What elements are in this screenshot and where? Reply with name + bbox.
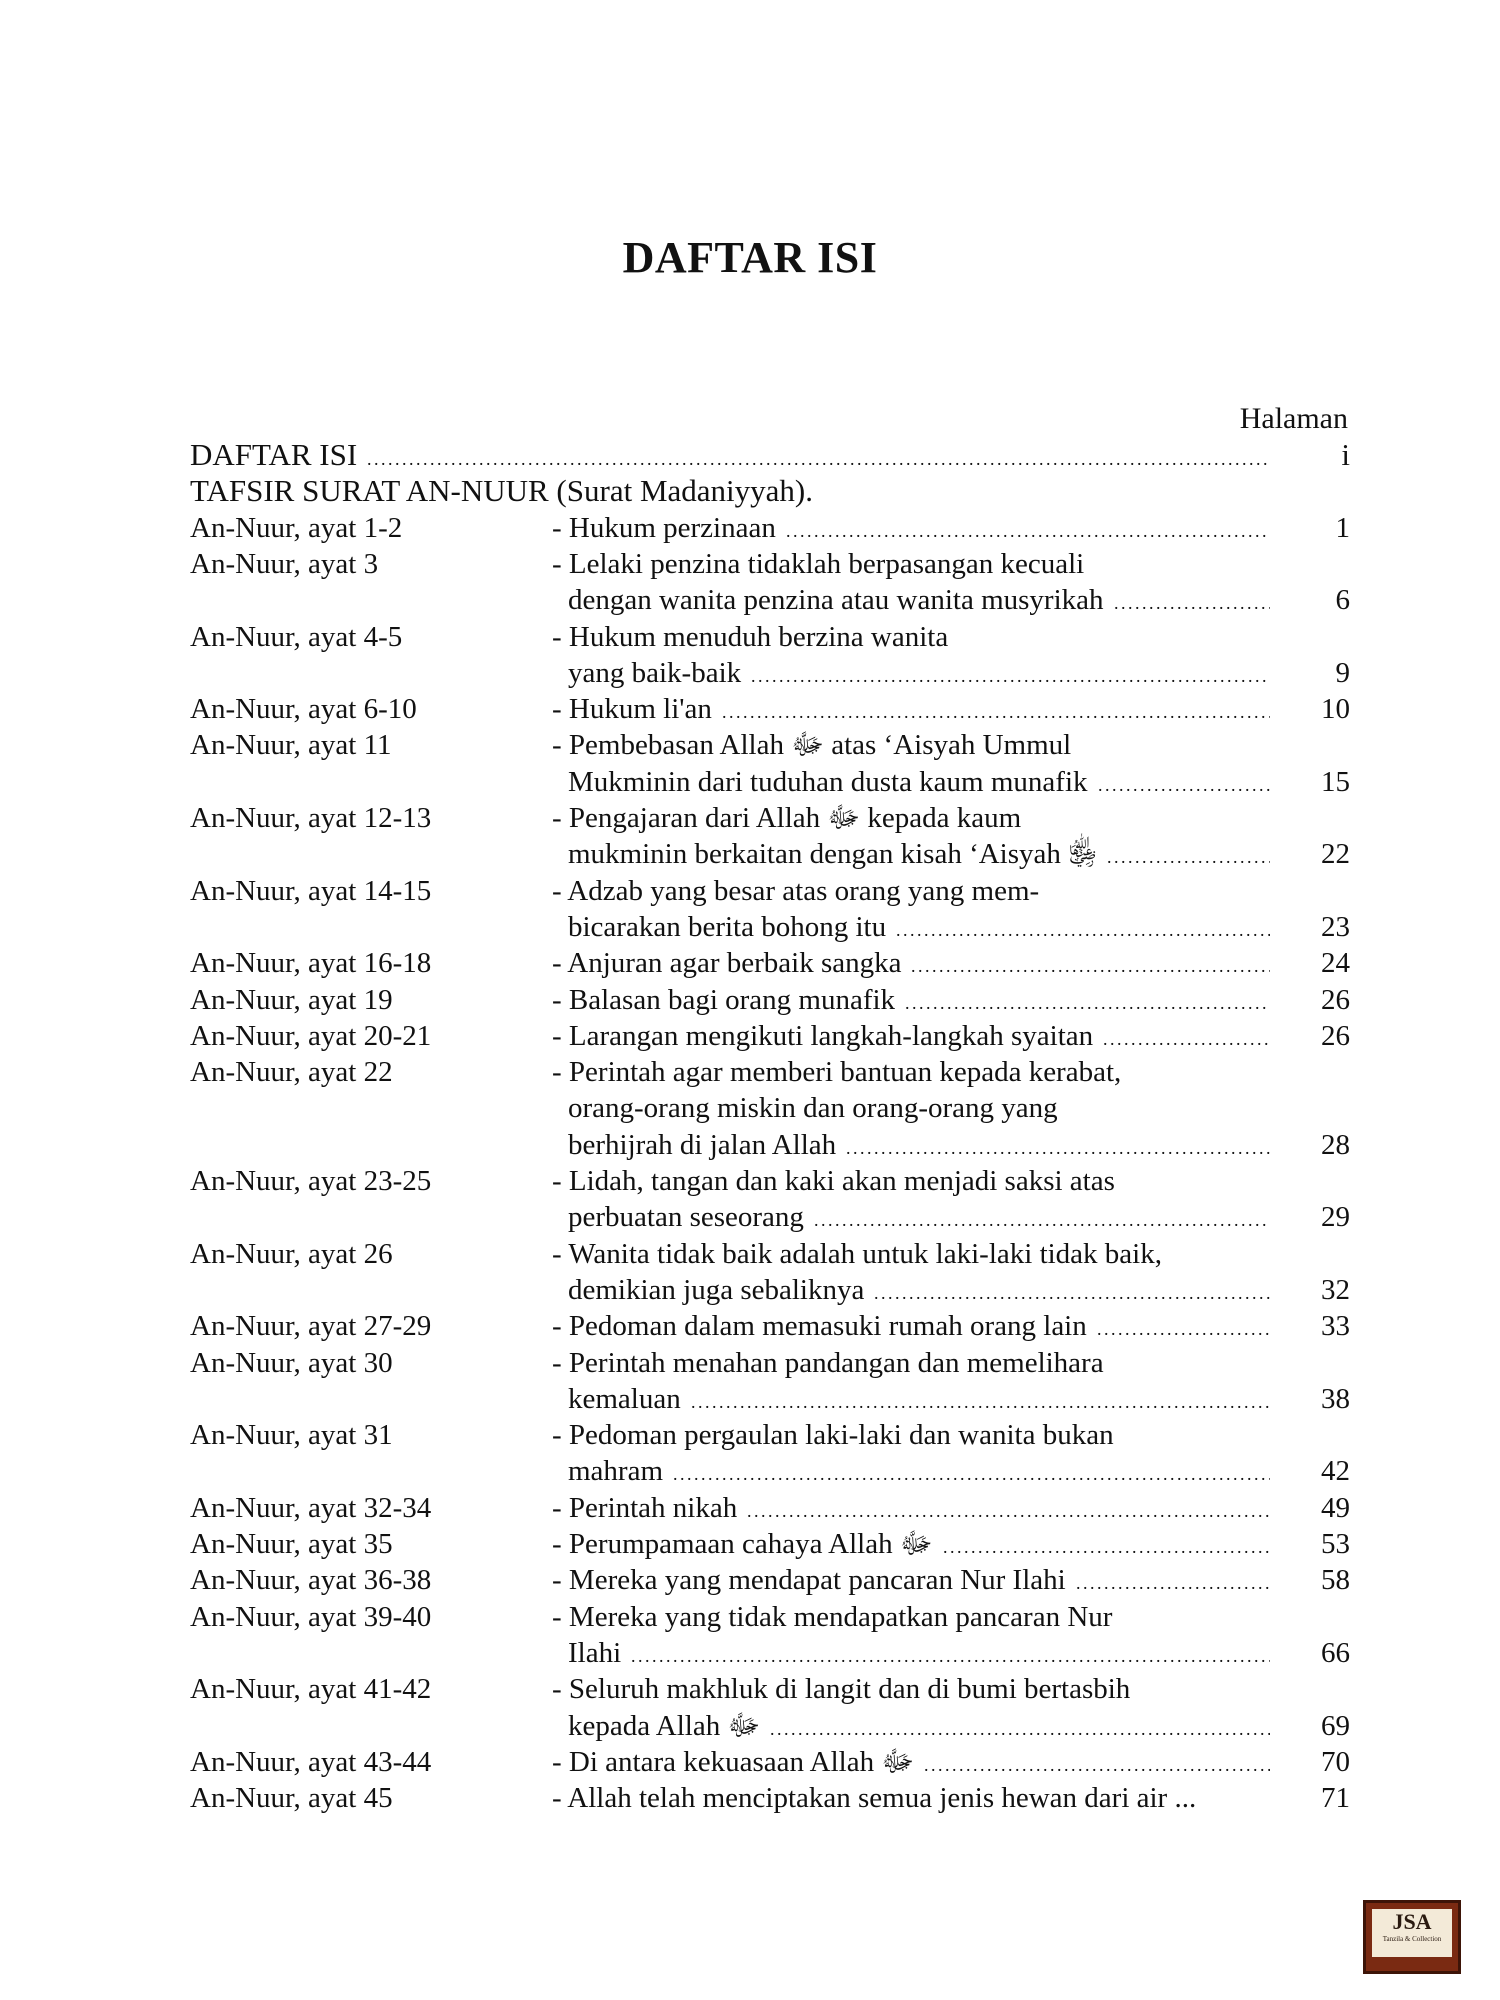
dot-leader <box>747 1490 1270 1529</box>
dot-leader <box>722 691 1270 730</box>
toc-page-number: 69 <box>1321 1709 1350 1742</box>
toc-page-number: 66 <box>1321 1636 1350 1669</box>
toc-entry-label: An-Nuur, ayat 32-34 <box>190 1491 432 1524</box>
toc-entry-description: - Hukum menuduh berzina wanita <box>552 620 949 653</box>
dot-leader <box>1097 1308 1270 1347</box>
toc-row <box>190 546 1350 582</box>
toc-entry-description: - Hukum li'an <box>552 693 712 726</box>
toc-row <box>190 727 1350 763</box>
toc-entry-label: An-Nuur, ayat 45 <box>190 1782 393 1815</box>
dot-leader <box>751 655 1270 694</box>
toc-entry-description: - Lelaki penzina tidaklah berpasangan kecuali <box>552 547 1085 580</box>
toc-entry-label: An-Nuur, ayat 43-44 <box>190 1745 432 1778</box>
dot-leader <box>943 1526 1270 1565</box>
dot-leader <box>1114 582 1270 621</box>
toc-page-number: 28 <box>1321 1128 1350 1161</box>
toc-entry-label: An-Nuur, ayat 30 <box>190 1346 393 1379</box>
toc-row <box>190 1090 1350 1126</box>
toc-row <box>190 1744 1350 1780</box>
toc-row <box>190 873 1350 909</box>
dot-leader <box>1107 836 1270 875</box>
toc-row <box>190 1635 1350 1671</box>
toc-page-number: 23 <box>1321 910 1350 943</box>
dot-leader <box>786 510 1270 549</box>
toc-page-number: 24 <box>1321 947 1350 980</box>
toc-entry-description: - Pembebasan Allah ﷻ atas ‘Aisyah Ummul <box>552 729 1072 762</box>
dot-leader <box>874 1272 1270 1311</box>
toc-entry-description: - Wanita tidak baik adalah untuk laki-laki tidak baik, <box>552 1237 1162 1270</box>
publisher-logo <box>1363 1900 1461 1974</box>
dot-leader <box>924 1744 1270 1783</box>
toc-page-number: 49 <box>1321 1491 1350 1524</box>
toc-entry-description: orang-orang miskin dan orang-orang yang <box>568 1092 1058 1125</box>
toc-entry-description: kemaluan <box>568 1382 681 1415</box>
toc-page-number: 26 <box>1321 983 1350 1016</box>
toc-row <box>190 1381 1350 1417</box>
toc-entry-description: - Adzab yang besar atas orang yang mem- <box>552 874 1040 907</box>
toc-row <box>190 1236 1350 1272</box>
toc-row <box>190 1599 1350 1635</box>
dot-leader <box>770 1708 1270 1747</box>
toc-page-number: 1 <box>1335 511 1350 544</box>
toc-entry-description: - Mereka yang tidak mendapatkan pancaran Nur <box>552 1600 1113 1633</box>
page-column-header: Halaman <box>1239 402 1348 435</box>
toc-entry-label: An-Nuur, ayat 19 <box>190 983 393 1016</box>
toc-entry-description: mukminin berkaitan dengan kisah ‘Aisyah ﵂ <box>568 838 1098 871</box>
toc-entry-description: - Perumpamaan cahaya Allah ﷻ <box>552 1528 933 1560</box>
dot-leader <box>896 909 1270 948</box>
toc-row <box>190 1671 1350 1707</box>
toc-page-number: 6 <box>1335 584 1350 617</box>
toc-entry-label: DAFTAR ISI <box>190 437 358 472</box>
toc-row <box>190 1417 1350 1453</box>
toc-page-number: 38 <box>1321 1382 1350 1415</box>
toc-entry-label: An-Nuur, ayat 41-42 <box>190 1673 432 1706</box>
toc-row <box>190 1272 1350 1308</box>
toc-entry-description: bicarakan berita bohong itu <box>568 910 887 943</box>
toc-entry-label: An-Nuur, ayat 22 <box>190 1056 393 1089</box>
toc-entry-label: An-Nuur, ayat 23-25 <box>190 1165 432 1197</box>
dot-leader <box>1103 1018 1270 1057</box>
toc-entry-description: demikian juga sebaliknya <box>568 1273 865 1306</box>
toc-entry-description: - Lidah, tangan dan kaki akan menjadi saksi atas <box>552 1165 1115 1197</box>
toc-page-number: 42 <box>1321 1455 1350 1488</box>
toc-entry-description: Ilahi <box>568 1636 622 1669</box>
dot-leader <box>631 1635 1270 1674</box>
toc-page-number: 29 <box>1321 1201 1350 1234</box>
toc-entry-description: perbuatan seseorang <box>568 1201 804 1234</box>
toc-entry-description: - Balasan bagi orang munafik <box>552 983 896 1016</box>
toc-entry-label: An-Nuur, ayat 4-5 <box>190 620 403 653</box>
toc-entry-description: yang baik-baik <box>568 656 742 689</box>
dot-leader <box>905 982 1270 1021</box>
toc-row <box>190 1526 1350 1562</box>
toc-row <box>190 1308 1350 1344</box>
toc-entry-label: An-Nuur, ayat 39-40 <box>190 1600 432 1633</box>
toc-row <box>190 510 1350 546</box>
toc-entry-label: An-Nuur, ayat 27-29 <box>190 1310 432 1343</box>
toc-row <box>190 473 1350 509</box>
toc-entry-label: An-Nuur, ayat 26 <box>190 1237 393 1270</box>
toc-row <box>190 1345 1350 1381</box>
toc-entry-label: An-Nuur, ayat 20-21 <box>190 1019 432 1052</box>
toc-entry-description: dengan wanita penzina atau wanita musyrikah <box>568 584 1104 617</box>
dot-leader <box>1076 1562 1270 1601</box>
toc-entry-description: - Allah telah menciptakan semua jenis hewan dari air ... <box>552 1782 1197 1815</box>
toc-entry-label: TAFSIR SURAT AN-NUUR (Surat Madaniyyah). <box>190 473 813 509</box>
toc-row <box>190 691 1350 727</box>
dot-leader <box>691 1381 1270 1420</box>
toc-row <box>190 945 1350 981</box>
dot-leader <box>814 1199 1270 1238</box>
toc-row <box>190 909 1350 945</box>
toc-entry-description: - Perintah nikah <box>552 1491 738 1524</box>
toc-row <box>190 764 1350 800</box>
toc-entry-description: - Perintah agar memberi bantuan kepada kerabat, <box>552 1056 1122 1089</box>
toc-row <box>190 1562 1350 1598</box>
toc-entry-description: - Larangan mengikuti langkah-langkah syaitan <box>552 1019 1094 1052</box>
toc-entry-label: An-Nuur, ayat 11 <box>190 729 392 762</box>
toc-page-number: 10 <box>1321 693 1350 726</box>
toc-row <box>190 1708 1350 1744</box>
toc-row <box>190 1018 1350 1054</box>
toc-page-number: 32 <box>1321 1273 1350 1306</box>
toc-page-number: 58 <box>1321 1564 1350 1597</box>
toc-entry-description: - Perintah menahan pandangan dan memelihara <box>552 1346 1104 1379</box>
toc-entry-description: - Pedoman dalam memasuki rumah orang lain <box>552 1310 1087 1343</box>
toc-entry-description: - Di antara kekuasaan Allah ﷻ <box>552 1745 915 1778</box>
toc-entry-description: - Anjuran agar berbaik sangka <box>552 947 902 980</box>
toc-entry-description: - Seluruh makhluk di langit dan di bumi bertasbih <box>552 1673 1131 1706</box>
toc-row <box>190 619 1350 655</box>
toc-row <box>190 982 1350 1018</box>
toc-page-number: 22 <box>1321 838 1350 871</box>
toc-row <box>190 1453 1350 1489</box>
toc-entry-description: Mukminin dari tuduhan dusta kaum munafik <box>568 765 1088 798</box>
toc-entry-label: An-Nuur, ayat 6-10 <box>190 693 417 726</box>
dot-leader <box>367 437 1270 477</box>
toc-page-number: 70 <box>1321 1745 1350 1778</box>
toc-row <box>190 437 1350 473</box>
dot-leader <box>1098 764 1270 803</box>
toc-entry-description: - Pedoman pergaulan laki-laki dan wanita bukan <box>552 1419 1114 1452</box>
toc-page-number: 33 <box>1321 1310 1350 1343</box>
toc-entry-label: An-Nuur, ayat 36-38 <box>190 1564 432 1597</box>
toc-row <box>190 655 1350 691</box>
logo-text: JSA <box>1392 1909 1432 1934</box>
logo-subtext: Tanzila & Collection <box>1382 1935 1442 1943</box>
toc-entry-description: berhijrah di jalan Allah <box>568 1128 837 1161</box>
toc-row <box>190 800 1350 836</box>
dot-leader <box>673 1453 1270 1492</box>
toc-row <box>190 836 1350 872</box>
toc-row <box>190 582 1350 618</box>
toc-entry-description: mahram <box>568 1455 664 1488</box>
toc-entry-label: An-Nuur, ayat 3 <box>190 547 379 580</box>
toc-entry-label: An-Nuur, ayat 12-13 <box>190 802 432 834</box>
toc-page-number: i <box>1341 437 1350 472</box>
toc-row <box>190 1780 1350 1816</box>
toc-entry-description: kepada Allah ﷻ <box>568 1709 761 1742</box>
toc-row <box>190 1127 1350 1163</box>
toc-page-number: 9 <box>1335 656 1350 689</box>
toc-page-number: 15 <box>1321 765 1350 798</box>
toc-row <box>190 1199 1350 1235</box>
toc-page-number: 71 <box>1321 1782 1350 1815</box>
page-title: DAFTAR ISI <box>622 233 878 282</box>
toc-entry-description: - Hukum perzinaan <box>552 511 776 544</box>
toc-entry-label: An-Nuur, ayat 31 <box>190 1419 393 1452</box>
toc-page-number: 53 <box>1321 1528 1350 1560</box>
toc-entry-label: An-Nuur, ayat 16-18 <box>190 947 432 980</box>
toc-entry-label: An-Nuur, ayat 1-2 <box>190 511 403 544</box>
toc-row <box>190 1163 1350 1199</box>
toc-row <box>190 1054 1350 1090</box>
toc-row <box>190 1490 1350 1526</box>
dot-leader <box>846 1127 1270 1166</box>
toc-entry-label: An-Nuur, ayat 35 <box>190 1528 393 1560</box>
toc-entry-description: - Mereka yang mendapat pancaran Nur Ilahi <box>552 1564 1066 1597</box>
toc-entry-label: An-Nuur, ayat 14-15 <box>190 874 432 907</box>
dot-leader <box>911 945 1270 984</box>
toc-entry-description: - Pengajaran dari Allah ﷻ kepada kaum <box>552 802 1022 834</box>
toc-page-number: 26 <box>1321 1019 1350 1052</box>
